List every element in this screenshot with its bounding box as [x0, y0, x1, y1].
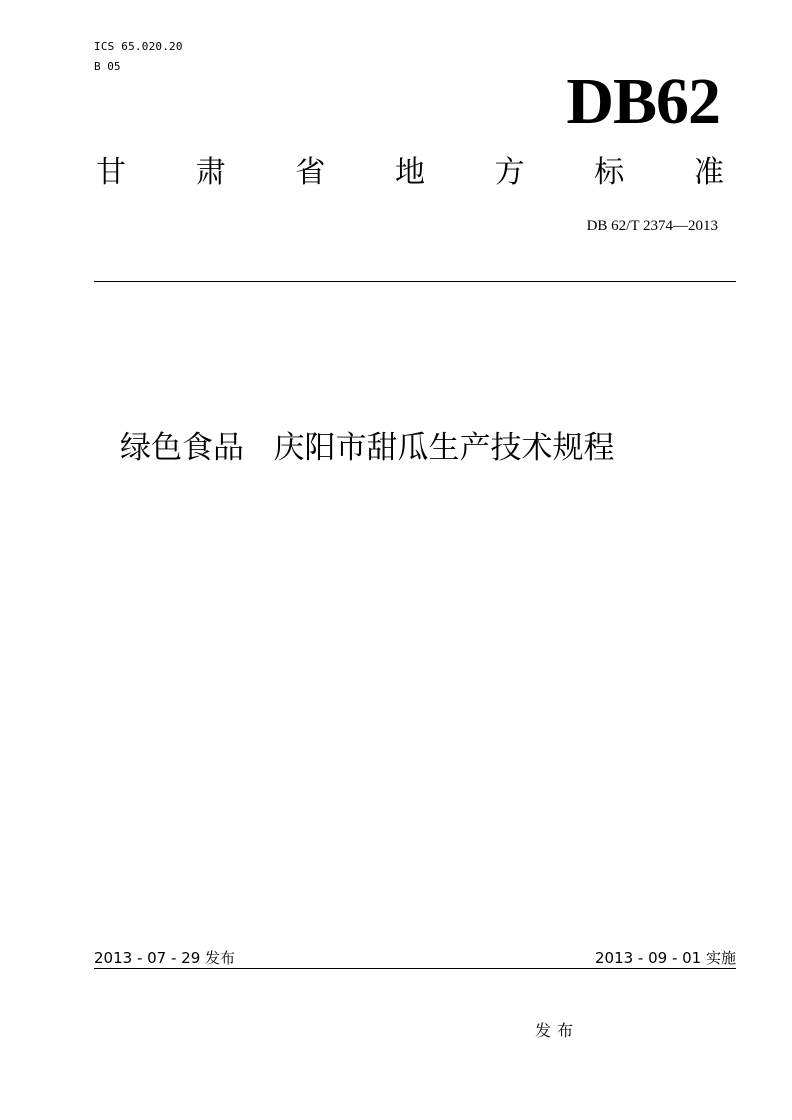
standard-type-char: 肃 [195, 155, 226, 190]
ics-code: ICS 65.020.20 [94, 40, 183, 53]
ccs-code: B 05 [94, 60, 121, 73]
header-divider [94, 281, 736, 282]
standard-type [96, 153, 724, 193]
standard-type-char: 省 [295, 155, 326, 190]
footer-divider [94, 968, 736, 969]
standard-type-char: 方 [494, 155, 525, 190]
standard-type-char: 地 [394, 155, 425, 190]
implementation-date: 2013 - 09 - 01 实施 [594, 949, 736, 967]
standard-number: DB 62/T 2374—2013 [586, 218, 718, 234]
standard-type-char: 甘 [96, 155, 126, 190]
standard-type-char: 准 [693, 155, 724, 190]
document-title: 绿色食品 庆阳市甜瓜生产技术规程 [120, 430, 615, 466]
publisher-label: 发布 [535, 1021, 580, 1040]
standard-type-char: 标 [594, 155, 625, 190]
issue-date: 2013 - 07 - 29 发布 [94, 949, 236, 967]
standard-logo: DB62 [566, 65, 720, 138]
